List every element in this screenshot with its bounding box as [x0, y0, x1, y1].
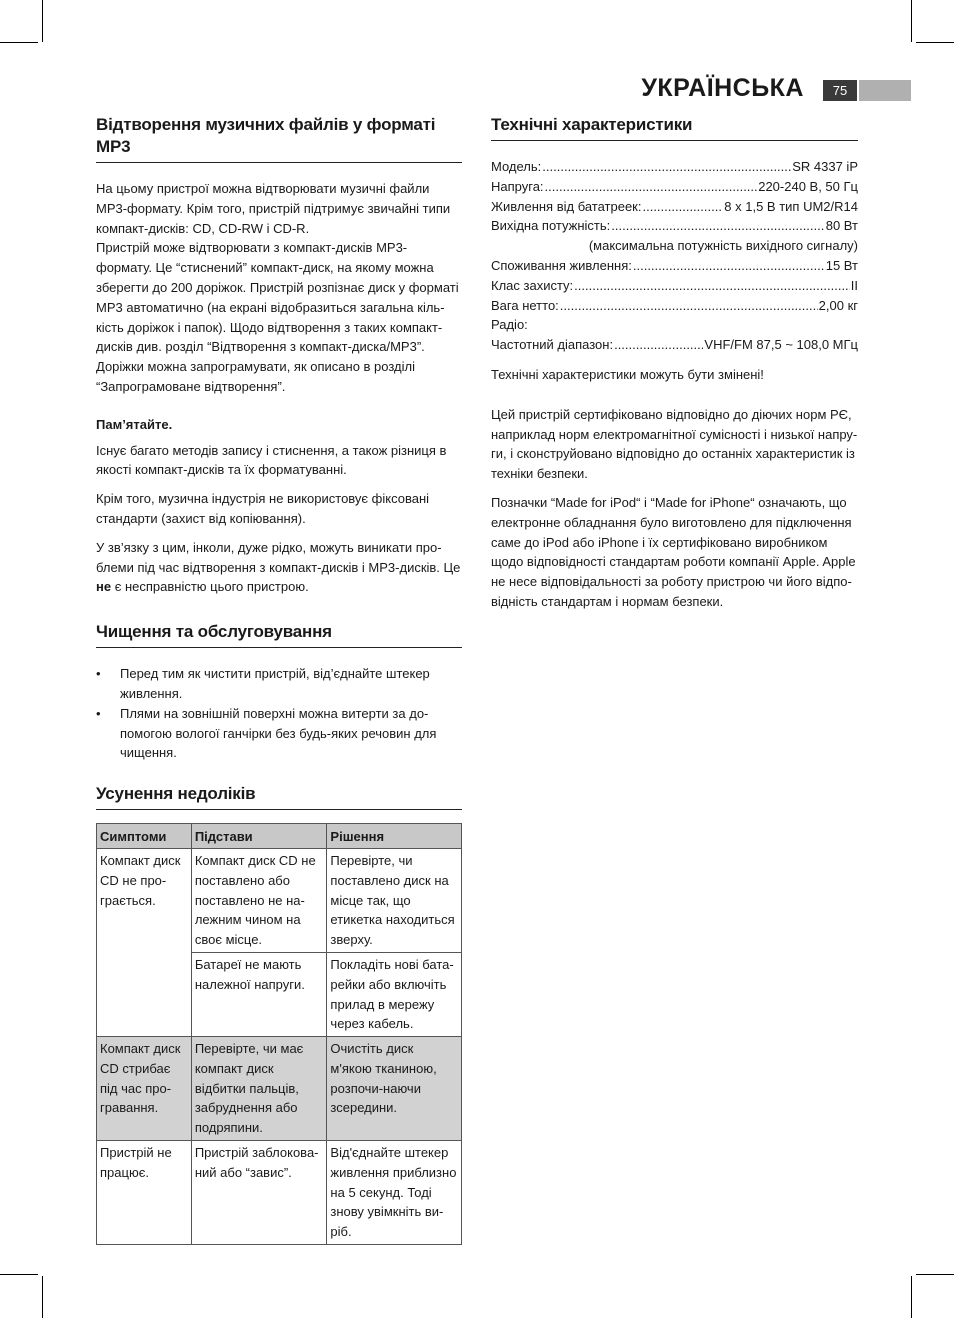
- leader-dots: [611, 216, 824, 236]
- crop-mark: [0, 42, 38, 43]
- right-column: [491, 114, 858, 621]
- table-row: [97, 1037, 462, 1141]
- change-note: Технічні характеристики можуть бути змінені!: [491, 366, 764, 382]
- leader-dots: [545, 177, 758, 197]
- table-cell: Перевірте, чи поставлено диск на місце так, що етикетка находиться зверху.: [327, 848, 462, 952]
- certification-paragraph: Цей пристрій сертифіковано відповідно до діючих норм РЄ, наприклад норм електромагнітної сумісності і низької напру-ги, і сконструйовано відповідно до останніх характеристик із техніки безпеки.: [491, 406, 858, 482]
- spec-label: Модель:: [491, 159, 542, 174]
- list-item: • Плями на зовнішній поверхні можна витерти за до-помогою вологої ганчірки без будь-яких речовин для чищення.: [96, 704, 462, 763]
- spec-label: Вихідна потужність:: [491, 218, 611, 234]
- specs-heading: Технічні характеристики: [491, 114, 858, 141]
- spec-label: Напруга:: [491, 178, 544, 194]
- crop-mark: [42, 1276, 43, 1318]
- table-cell: Очистіть диск м'якою тканиною, розпочи-наючи зсередини.: [327, 1037, 462, 1141]
- table-cell: Від'єднайте штекер живлення приблизно на 5 секунд. Тоді знову увімкніть ви-ріб.: [327, 1141, 462, 1245]
- spec-row-frequency: [491, 335, 858, 355]
- spec-label: Частотний діапазон:: [491, 337, 614, 353]
- spec-value: 15 Вт: [825, 257, 858, 273]
- remember-paragraph: Існує багато методів запису і стиснення, а також різниця в якості компакт-дисків та їх форматуванні.: [96, 442, 447, 478]
- leader-dots: [542, 157, 791, 177]
- spec-row-battery: [491, 197, 858, 217]
- page-number: 75: [823, 80, 857, 101]
- spec-row-consumption: [491, 256, 858, 276]
- radio-label: Радіо:: [491, 317, 528, 333]
- leader-dots: [574, 276, 850, 296]
- spec-value: 8 x 1,5 В тип UM2/R14: [724, 198, 858, 214]
- page-number-bar: [859, 80, 911, 101]
- leader-dots: [560, 296, 818, 316]
- table-row: [97, 848, 462, 952]
- mp3-paragraph: Пристрій може відтворювати з компакт-дисків MP3-формату. Це “стиснений” компакт-диск, на якому можна зберегти до 200 доріжок. Пристрій розпізнає диск у форматі MP3 автоматично (на екрані відобразиться загальна кіль-кість доріжок і папок). Щодо відтворення з таких компакт-дисків див. розділ “Відтворення з компакт-диска/MP3”. Доріжки можна запрограмувати, як описано в розділі “Запрограмоване відтворення”.: [96, 240, 459, 394]
- spec-row-voltage: [491, 177, 858, 197]
- troubleshooting-heading: Усунення недоліків: [96, 783, 462, 810]
- spec-value: SR 4337 iP: [792, 159, 858, 174]
- spec-value: VHF/FM 87,5 ~ 108,0 МГц: [704, 337, 858, 353]
- spec-value: 220-240 В, 50 Гц: [758, 178, 858, 194]
- cleaning-heading: Чищення та обслуговування: [96, 621, 462, 648]
- crop-mark: [916, 42, 954, 43]
- crop-mark: [0, 1274, 38, 1275]
- leader-dots: [642, 197, 723, 217]
- remember-text: У зв’язку з цим, інколи, дуже рідко, можуть виникати про-блеми під час відтворення з компакт-дисків і MP3-дисків. Це: [96, 539, 461, 575]
- spec-label: Клас захисту:: [491, 277, 574, 293]
- table-cell: Пристрій заблокова-ний або “завис”.: [191, 1141, 327, 1245]
- left-column: [96, 114, 462, 1245]
- language-title: УКРАЇНСЬКА: [641, 74, 804, 102]
- spec-row-class: [491, 276, 858, 296]
- list-item: • Перед тим як чистити пристрій, від’єднайте штекер живлення.: [96, 664, 462, 704]
- spec-label: Споживання живлення:: [491, 257, 632, 273]
- spec-label: Живлення від бататреек:: [491, 198, 642, 214]
- spec-value: II: [850, 277, 858, 293]
- table-cell: Покладіть нові бата-рейки або включіть прилад в мережу через кабель.: [327, 952, 462, 1036]
- mp3-heading: Відтворення музичних файлів у форматі MP3: [96, 114, 462, 163]
- spec-label: Вага нетто:: [491, 297, 559, 313]
- spec-row-model: [491, 157, 858, 177]
- column-header: Симптоми: [97, 824, 192, 849]
- remember-paragraph: [96, 538, 462, 597]
- table-cell: Перевірте, чи має компакт диск відбитки пальців, забруднення або подряпини.: [191, 1037, 327, 1141]
- table-cell: Батареї не мають належної напруги.: [191, 952, 327, 1036]
- remember-text: є несправністю цього пристрою.: [111, 579, 309, 595]
- spec-note: (максимальна потужність вихідного сигналу): [588, 238, 858, 254]
- leader-dots: [614, 335, 703, 355]
- column-header: Підстави: [191, 824, 327, 849]
- spec-row-weight: [491, 296, 858, 316]
- leader-dots: [633, 256, 825, 276]
- crop-mark: [911, 0, 912, 42]
- remember-paragraph: Крім того, музична індустрія не використовує фіксовані стандарти (захист від копіювання).: [96, 491, 430, 526]
- apple-paragraph: Позначки “Made for iPod“ і “Made for iPhone“ означають, що електронне обладнання було виготовлено для підключення саме до iPod або iPhone і їх сертифіковано виробником щодо відповідності стандартам роботи компанії Apple. Apple не несе відповідальності за роботу пристрою чи його відпо-відність стандартам і нормам безпеки.: [491, 494, 856, 609]
- spec-row-output: [491, 216, 858, 236]
- crop-mark: [42, 0, 43, 42]
- remember-bold: не: [96, 579, 112, 595]
- troubleshooting-table: [96, 823, 462, 1245]
- table-cell: Пристрій не працює.: [97, 1141, 192, 1245]
- remember-heading: Пам’ятайте.: [96, 416, 173, 432]
- crop-mark: [916, 1274, 954, 1275]
- table-cell: Компакт диск CD стрибає під час про-гравання.: [97, 1037, 192, 1141]
- crop-mark: [911, 1276, 912, 1318]
- column-header: Рішення: [327, 824, 462, 849]
- mp3-paragraph: На цьому пристрої можна відтворювати музичні файли MP3-формату. Крім того, пристрій підтримує звичайні типи компакт-дисків: CD, CD-RW і CD-R.: [96, 181, 451, 236]
- table-header-row: [97, 824, 462, 849]
- spec-value: 80 Вт: [825, 218, 858, 234]
- table-cell: Компакт диск CD не про-грається.: [97, 848, 192, 1036]
- table-cell: Компакт диск CD не поставлено або поставлено не на-лежним чином на своє місце.: [191, 848, 327, 952]
- cleaning-list: [96, 664, 462, 763]
- table-row: [97, 1141, 462, 1245]
- spec-value: 2,00 кг: [818, 297, 858, 313]
